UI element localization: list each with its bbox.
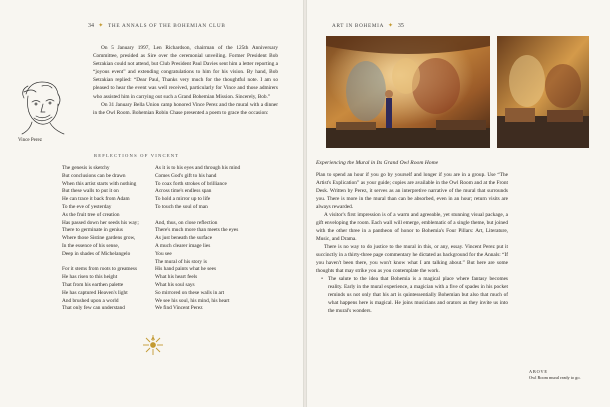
poem-column-2 — [155, 165, 259, 313]
bullet-text: The salute to the idea that Bohemia is a magical place where fantasy becomes reality. Early in the mural experience, a magician with a five of spades in his pocket reminds us not only that his art is quintessentially Bohemian but also that much of what happens here is magical. He joins musicians and orators as they invite us into the mural's wonders. — [328, 276, 508, 314]
poem-line: To coax forth strokes of brilliance — [155, 180, 227, 187]
bullet-dot-icon: • — [321, 276, 323, 282]
poem-line: As the fruit tree of creation — [62, 211, 120, 218]
right-running-head — [332, 22, 404, 29]
poem-line: We see his soul, his mind, his heart — [155, 297, 230, 304]
left-running-head-text: THE ANNALS OF THE BOHEMIAN CLUB — [108, 23, 226, 29]
poem-line: There's much more than meets the eyes — [155, 227, 239, 234]
poem-line: He can trace it back from Adam — [62, 196, 130, 203]
poem-line: That from his earthen palette — [62, 281, 124, 288]
right-running-head-text: ART IN BOHEMIA — [332, 23, 384, 29]
poem-line: That only few can understand — [62, 305, 125, 312]
intro-paragraph-2: On 31 January Bella Union camp honored Vince Perez and the mural with a dinner in the Owl Room. Bohemian Robin Chase presented a poem to grace the occasion: — [93, 101, 278, 116]
poem-line: The mural of his story is — [155, 258, 207, 265]
poem-line: For it stems from roots to greatness — [62, 266, 138, 273]
poem-line: What his heart feels — [155, 274, 198, 281]
poem-line: As just beneath the surface — [155, 235, 213, 242]
caption-text: Owl Room mural ready to go. — [529, 375, 581, 380]
sunburst-flourish-icon — [142, 334, 164, 356]
body-paragraph-3: There is no way to do justice to the mural in this, or any, essay. Vincent Perez put it succinctly in a thirty-three page commentary he dictated as background for the Annals: “If you haven't been there, you won't know what I am talking about.” But here are some thoughts that may strike you as you contemplate the work. — [316, 244, 508, 274]
poem-line: And, thus, on close reflection — [155, 219, 218, 226]
bullet-item — [316, 275, 508, 315]
intro-paragraph-1: On 5 January 1997, Len Richardson, chairman of the 125th Anniversary Committee, presided as Sire over the ceremonial unveiling. Former President Bob Setrakian could not attend, but Club President Paul Davies sent him a letter reporting a “joyous event” and extending congratulations to him for his vision. By hand, Bob Setrakian replied: “Dear Paul, Thanks very much for the thoughtful note. I am so pleased to hear the event was well received, particularly for Vince and those admirers who assisted him in carrying out such a Grand Bohemian Mission. Sincerely, Bob.” — [93, 45, 278, 100]
poem-line: Comes God's gift to his hand — [155, 172, 217, 179]
poem-column-1 — [62, 165, 166, 313]
stanza-break — [155, 212, 259, 220]
poem-line: There to germinate in genius — [62, 227, 123, 234]
poem-line: Where those Sistine gardens grow, — [62, 235, 136, 242]
poem-line: Across time's endless span — [155, 188, 212, 195]
right-page-number: 35 — [397, 23, 404, 29]
poem-line: Has passed down her seeds his way; — [62, 219, 139, 226]
poem-line: To touch the soul of man — [155, 203, 208, 210]
poem-line: And brushed upon a world — [62, 297, 119, 304]
poem-line: When this artist starts with nothing — [62, 180, 137, 187]
poem-line: His hand paints what he sees — [155, 266, 217, 273]
right-body-text — [316, 159, 508, 315]
star-icon: ✦ — [385, 23, 396, 29]
caption-label: ABOVE — [529, 369, 548, 374]
body-paragraph-1: Plan to spend an hour if you go by yourself and longer if you are in a group. Use “The Artist's Explication” as your guide; copies are available in the Owl Room and at the Front Desk. Written by Perez, it serves as an interpretive narrative of the mural that surrounds you. There is more in the mural than can be absorbed, even in an hour; return visits are always rewarded. — [316, 172, 508, 210]
poem-line: A much clearer image lies — [155, 242, 211, 249]
section-heading: Experiencing the Mural in Its Grand Owl Room Home — [316, 160, 439, 166]
left-running-head — [88, 22, 225, 29]
poem-line: What his soul says — [155, 281, 195, 288]
poem-line: In the essence of his sense, — [62, 242, 120, 249]
mural-photo-large — [326, 36, 490, 148]
poem-line: But these walls to put it on — [62, 188, 119, 195]
poem-line: He has risen to this height — [62, 274, 118, 281]
poem-line: You see — [155, 250, 172, 257]
poem-line: He has captured Heaven's light — [62, 289, 128, 296]
photo-caption — [529, 369, 589, 381]
poem-line: Deep in shades of Michelangelo — [62, 250, 131, 257]
portrait-caption: Vince Perez — [18, 138, 42, 143]
intro-text — [93, 44, 278, 117]
poem-line: So mirrored on these walls in art — [155, 289, 225, 296]
poem-line: To the eve of yesterday — [62, 203, 112, 210]
poem-line: But conclusions can be drawn — [62, 172, 126, 179]
poem-title: REFLECTIONS OF VINCENT — [94, 153, 180, 158]
body-paragraph-2: A visitor's first impression is of a warm and agreeable, yet stunning visual package, a gift enveloping the room. Each wall will emerge, emblematic of a single theme, but joined with the other three in a pantheon of honor to Bohemia's Four Pillars: Art, Literature, Music, and Drama. — [316, 212, 508, 242]
poem-line: As it is to his eyes and through his mind — [155, 165, 241, 171]
left-page — [0, 0, 303, 407]
left-page-number: 34 — [88, 23, 94, 29]
mural-photo-small — [497, 36, 589, 148]
poem-line: The genesis is sketchy — [62, 165, 110, 171]
sketch-portrait-icon — [12, 76, 70, 136]
poem-line: We find Vincent Perez — [155, 305, 203, 312]
star-icon: ✦ — [96, 23, 107, 29]
poem-line: To hold a mirror up to life — [155, 196, 211, 203]
